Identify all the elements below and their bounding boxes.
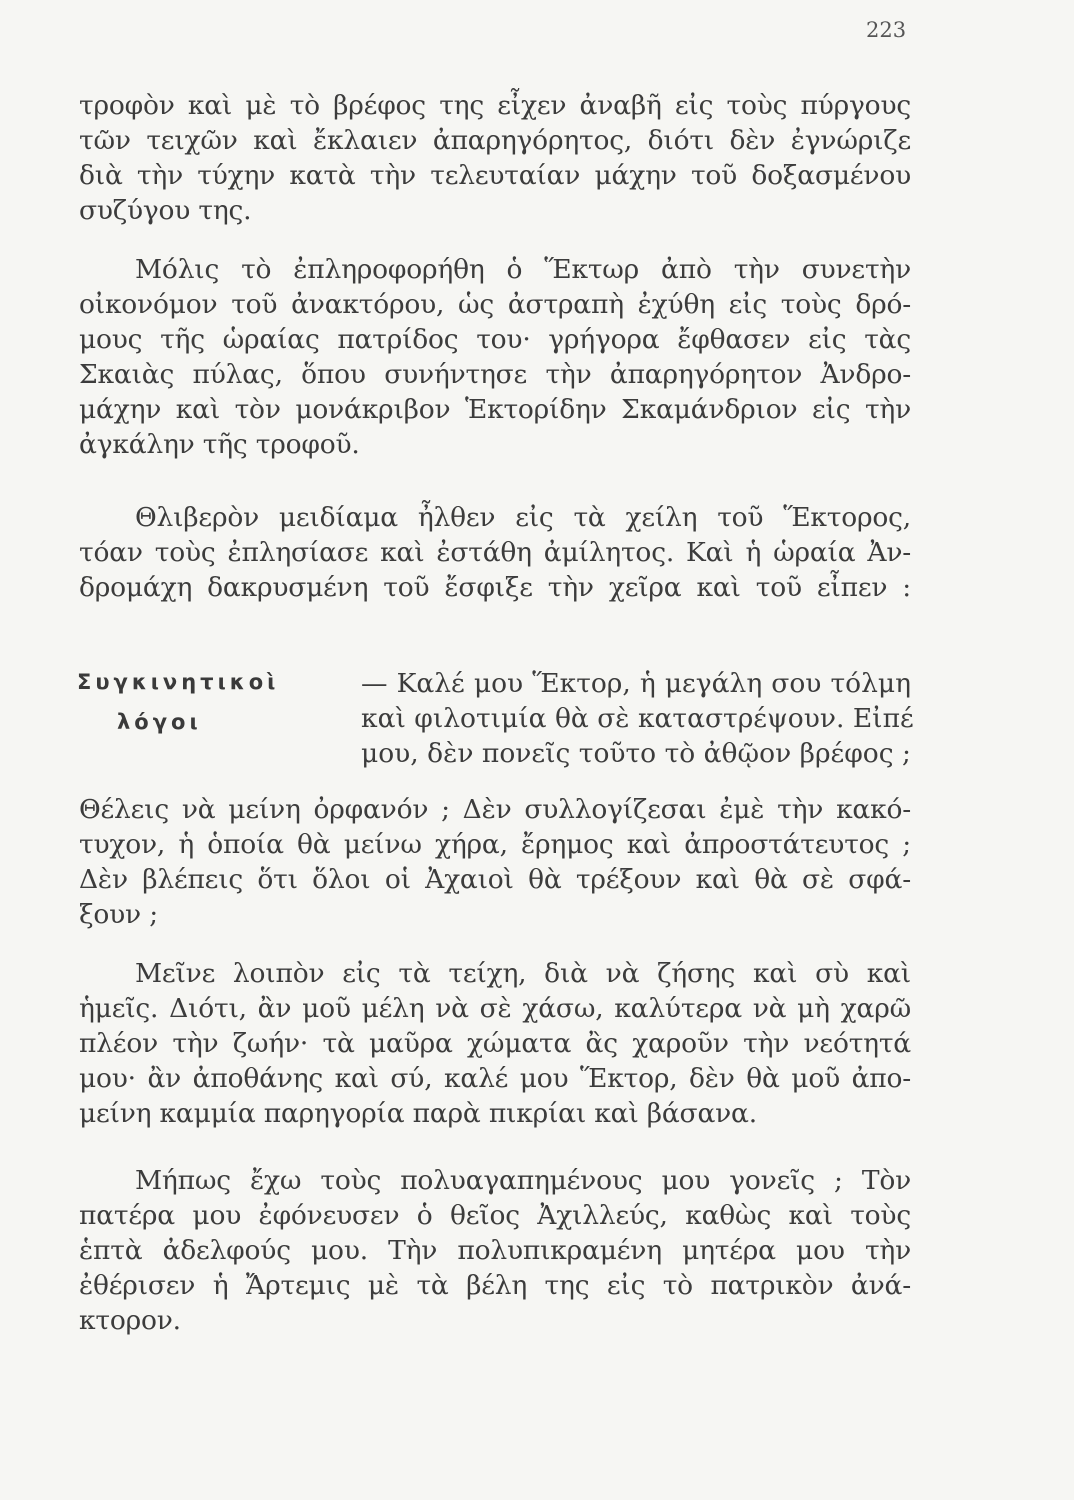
text-line: Δὲν βλέπεις ὅτι ὅλοι οἱ Ἀχαιοὶ θὰ τρέξουν καὶ θὰ σὲ σφά- — [79, 864, 911, 895]
paragraph-1 — [79, 88, 911, 228]
text-line: μου· ἂν ἀποθάνης καὶ σύ, καλέ μου Ἕκτορ, δὲν θὰ μοῦ ἀπο- — [79, 1063, 911, 1094]
text-line: ξουν ; — [79, 899, 158, 930]
text-line: ἑπτὰ ἀδελφούς μου. Τὴν πολυπικραμένη μητέρα μου τὴν — [79, 1235, 911, 1266]
text-line: ἡμεῖς. Διότι, ἂν μοῦ μέλη νὰ σὲ χάσω, καλύτερα νὰ μὴ χαρῶ — [79, 993, 911, 1024]
text-line: πλέον τὴν ζωήν· τὰ μαῦρα χώματα ἂς χαροῦν τὴν νεότητά — [79, 1028, 911, 1059]
text-line: συζύγου της. — [79, 195, 252, 226]
text-line: Μόλις τὸ ἐπληροφορήθη ὁ Ἕκτωρ ἀπὸ τὴν συνετὴν — [135, 254, 911, 285]
paragraph-4 — [79, 792, 911, 932]
text-line: Θλιβερὸν μειδίαμα ἦλθεν εἰς τὰ χείλη τοῦ Ἕκτορος, — [135, 502, 911, 533]
text-line: μάχην καὶ τὸν μονάκριβον Ἑκτορίδην Σκαμάνδριον εἰς τὴν — [79, 394, 911, 425]
margin-note-line-1: Συγκινητικοὶ — [77, 670, 280, 694]
text-line: τόαν τοὺς ἐπλησίασε καὶ ἐστάθη ἀμίλητος. Καὶ ἡ ὡραία Ἀν- — [79, 537, 911, 568]
text-line: κτορον. — [79, 1305, 181, 1336]
text-line: μους τῆς ὡραίας πατρίδος του· γρήγορα ἔφθασεν εἰς τὰς — [79, 324, 911, 355]
text-line: Σκαιὰς πύλας, ὅπου συνήντησε τὴν ἀπαρηγόρητον Ἀνδρο- — [79, 359, 911, 390]
text-line: πατέρα μου ἐφόνευσεν ὁ θεῖος Ἀχιλλεύς, καθὼς καὶ τοὺς — [79, 1200, 911, 1231]
text-line: — Καλέ μου Ἕκτορ, ἡ μεγάλη σου τόλμη — [361, 668, 911, 699]
text-line: διὰ τὴν τύχην κατὰ τὴν τελευταίαν μάχην τοῦ δοξασμένου — [79, 160, 911, 191]
text-line: οἰκονόμον τοῦ ἀνακτόρου, ὡς ἀστραπὴ ἐχύθη εἰς τοὺς δρό- — [79, 289, 911, 320]
paragraph-3 — [79, 500, 911, 605]
text-line: δρομάχη δακρυσμένη τοῦ ἔσφιξε τὴν χεῖρα καὶ τοῦ εἶπεν : — [79, 572, 911, 603]
page-number: 223 — [866, 18, 907, 42]
text-line: μείνη καμμία παρηγορία παρὰ πικρίαι καὶ βάσανα. — [79, 1098, 757, 1129]
text-line: μου, δὲν πονεῖς τοῦτο τὸ ἀθῷον βρέφος ; — [361, 738, 911, 769]
margin-note-line-2: λόγοι — [117, 710, 202, 734]
paragraph-5 — [79, 956, 911, 1131]
text-line: Μήπως ἔχω τοὺς πολυαγαπημένους μου γονεῖς ; Τὸν — [135, 1165, 911, 1196]
text-line: ἀγκάλην τῆς τροφοῦ. — [79, 429, 360, 460]
speech-start — [361, 666, 914, 771]
text-line: Θέλεις νὰ μείνη ὀρφανόν ; Δὲν συλλογίζεσαι ἐμὲ τὴν κακό- — [79, 794, 911, 825]
text-line: καὶ φιλοτιμία θὰ σὲ καταστρέψουν. Εἰπέ — [361, 703, 914, 734]
text-line: τροφὸν καὶ μὲ τὸ βρέφος της εἶχεν ἀναβῆ εἰς τοὺς πύργους — [79, 90, 911, 121]
text-line: Μεῖνε λοιπὸν εἰς τὰ τείχη, διὰ νὰ ζήσης καὶ σὺ καὶ — [135, 958, 911, 989]
paragraph-6 — [79, 1163, 911, 1338]
text-line: ἐθέρισεν ἡ Ἄρτεμις μὲ τὰ βέλη της εἰς τὸ πατρικὸν ἀνά- — [79, 1270, 911, 1301]
text-line: τυχον, ἡ ὁποία θὰ μείνω χήρα, ἔρημος καὶ ἀπροστάτευτος ; — [79, 829, 911, 860]
paragraph-2 — [79, 252, 911, 462]
text-line: τῶν τειχῶν καὶ ἔκλαιεν ἀπαρηγόρητος, διότι δὲν ἐγνώριζε — [79, 125, 911, 156]
